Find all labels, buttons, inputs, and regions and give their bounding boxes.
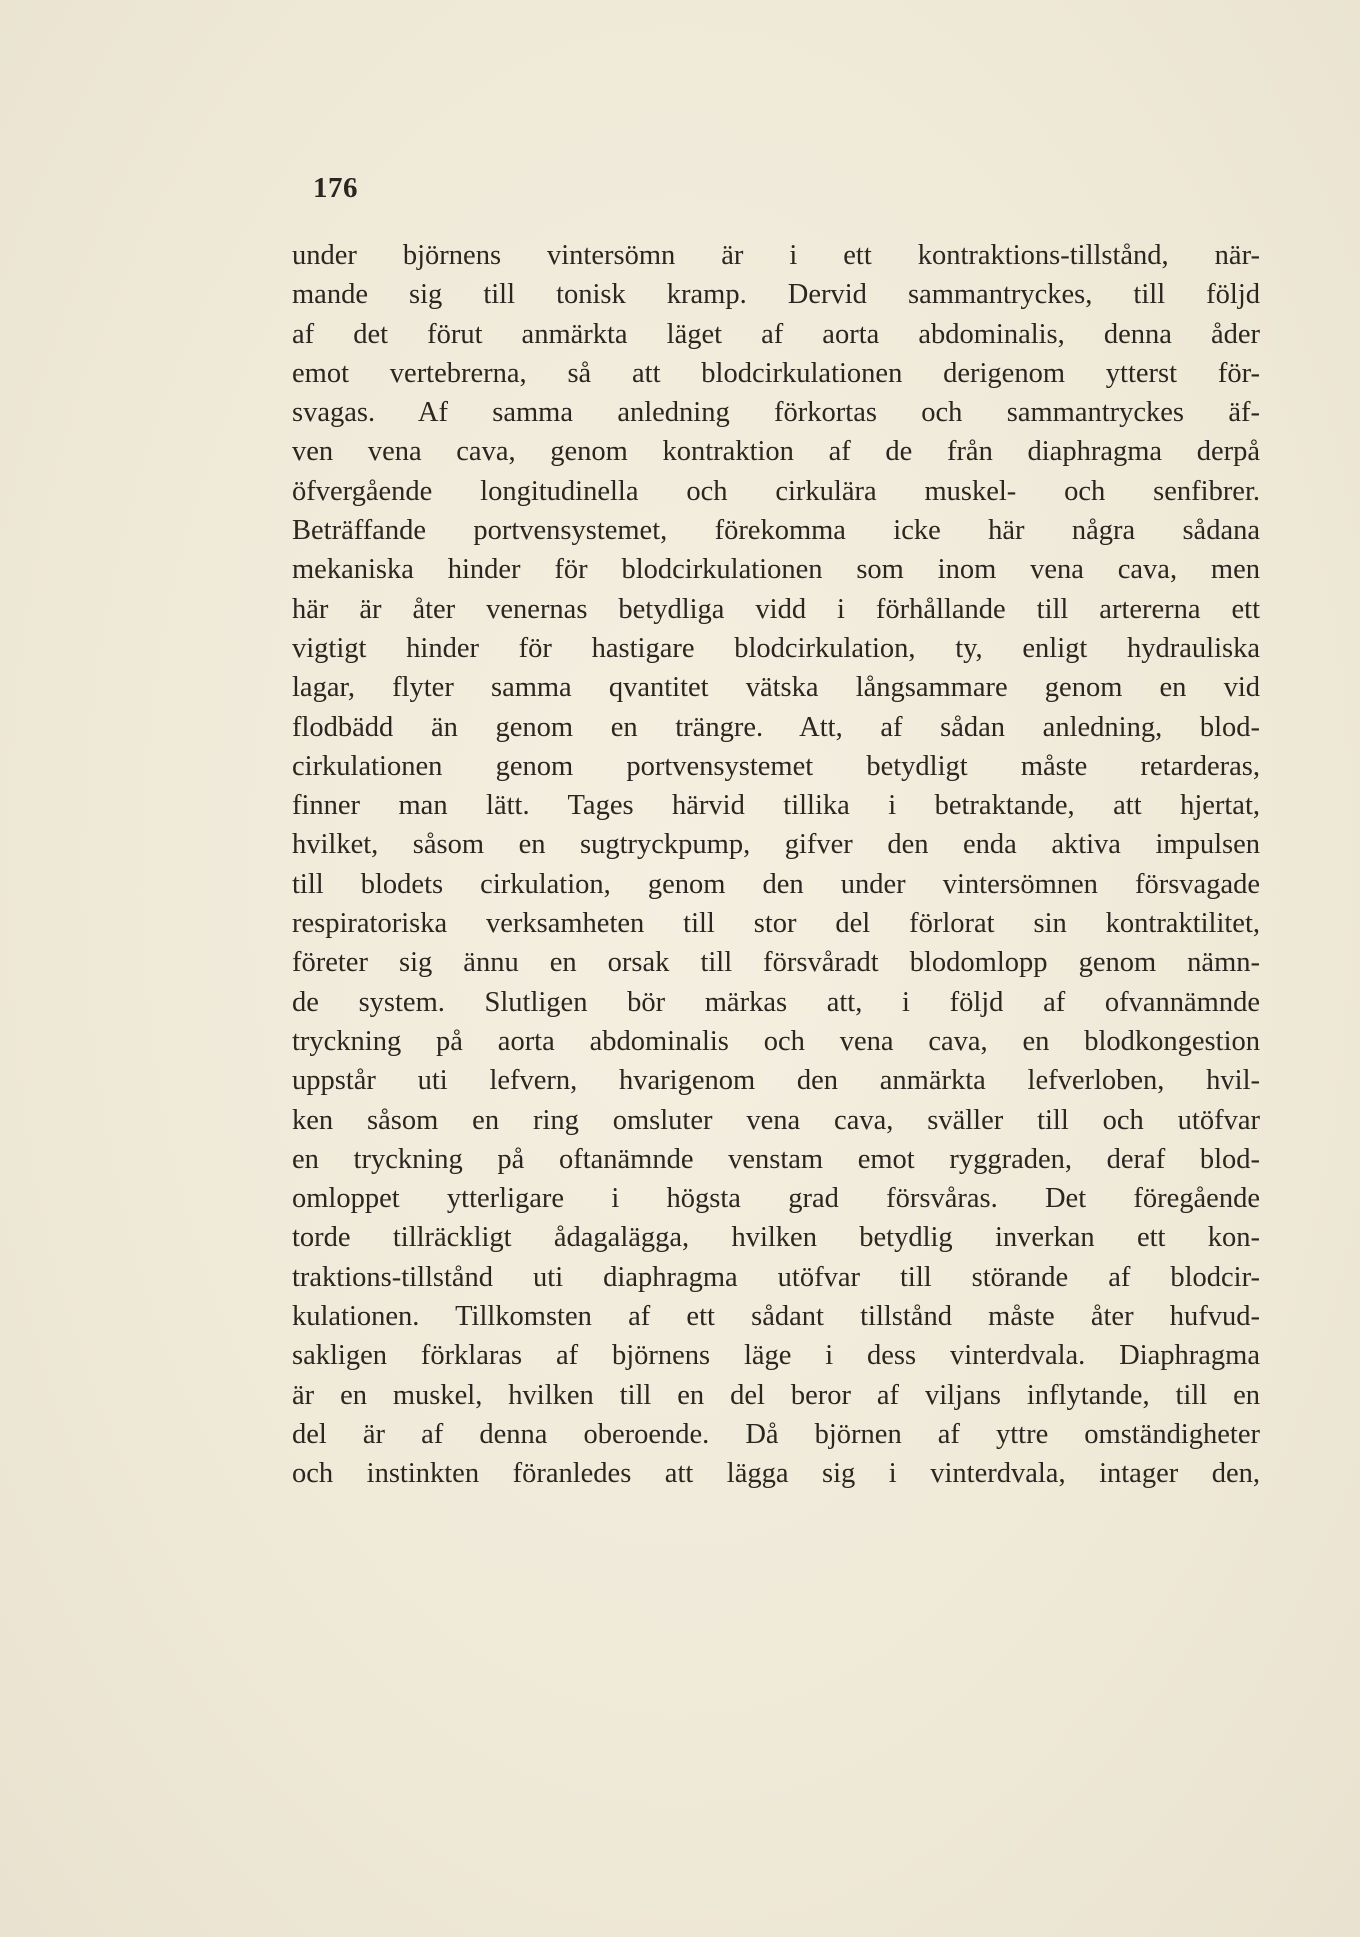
text-line: tryckning på aorta abdominalis och vena cava, en blodkongestion [292,1025,1260,1057]
text-line: del är af denna oberoende. Då björnen af yttre omständigheter [292,1418,1260,1450]
text-line: här är åter venernas betydliga vidd i förhållande till artererna ett [292,593,1260,625]
text-line: respiratoriska verksamheten till stor del förlorat sin kontraktilitet, [292,908,1260,940]
text-line: torde tillräckligt ådagalägga, hvilken betydlig inverkan ett kon- [292,1222,1260,1254]
text-line: ven vena cava, genom kontraktion af de från diaphragma derpå [292,436,1260,468]
text-line: mande sig till tonisk kramp. Dervid sammantryckes, till följd [292,279,1260,311]
text-line: uppstår uti lefvern, hvarigenom den anmärkta lefverloben, hvil- [292,1065,1260,1097]
text-line: och instinkten föranledes att lägga sig i vinterdvala, intager den, [292,1458,1260,1490]
text-line: sakligen förklaras af björnens läge i dess vinterdvala. Diaphragma [292,1340,1260,1372]
text-line: svagas. Af samma anledning förkortas och sammantryckes äf- [292,397,1260,429]
text-line: de system. Slutligen bör märkas att, i följd af ofvannämnde [292,986,1260,1018]
text-line: af det förut anmärkta läget af aorta abdominalis, denna åder [292,318,1260,350]
body-text [292,236,1260,1494]
text-line: under björnens vintersömn är i ett kontraktions-tillstånd, när- [292,240,1260,271]
text-line: är en muskel, hvilken till en del beror af viljans inflytande, till en [292,1379,1260,1411]
text-line: vigtigt hinder för hastigare blodcirkulation, ty, enligt hydrauliska [292,632,1260,664]
text-line: företer sig ännu en orsak till försvåradt blodomlopp genom nämn- [292,947,1260,979]
text-line: Beträffande portvensystemet, förekomma icke här några sådana [292,515,1260,547]
text-line: till blodets cirkulation, genom den under vintersömnen försvagade [292,868,1260,900]
text-line: ken såsom en ring omsluter vena cava, sväller till och utöfvar [292,1104,1260,1136]
text-line: cirkulationen genom portvensystemet betydligt måste retarderas, [292,750,1260,782]
text-line: flodbädd än genom en trängre. Att, af sådan anledning, blod- [292,711,1260,743]
text-line: emot vertebrerna, så att blodcirkulationen derigenom ytterst för- [292,357,1260,389]
text-line: traktions-tillstånd uti diaphragma utöfvar till störande af blodcir- [292,1261,1260,1293]
text-line: finner man lätt. Tages härvid tillika i betraktande, att hjertat, [292,790,1260,822]
text-line: öfvergående longitudinella och cirkulära muskel- och senfibrer. [292,475,1260,507]
text-line: omloppet ytterligare i högsta grad försvåras. Det föregående [292,1183,1260,1215]
text-line: kulationen. Tillkomsten af ett sådant tillstånd måste åter hufvud- [292,1301,1260,1333]
text-line: en tryckning på oftanämnde venstam emot ryggraden, deraf blod- [292,1143,1260,1175]
text-line: mekaniska hinder för blodcirkulationen som inom vena cava, men [292,554,1260,586]
text-line: hvilket, såsom en sugtryckpump, gifver den enda aktiva impulsen [292,829,1260,861]
page-number: 176 [313,172,358,204]
text-line: lagar, flyter samma qvantitet vätska långsammare genom en vid [292,672,1260,704]
